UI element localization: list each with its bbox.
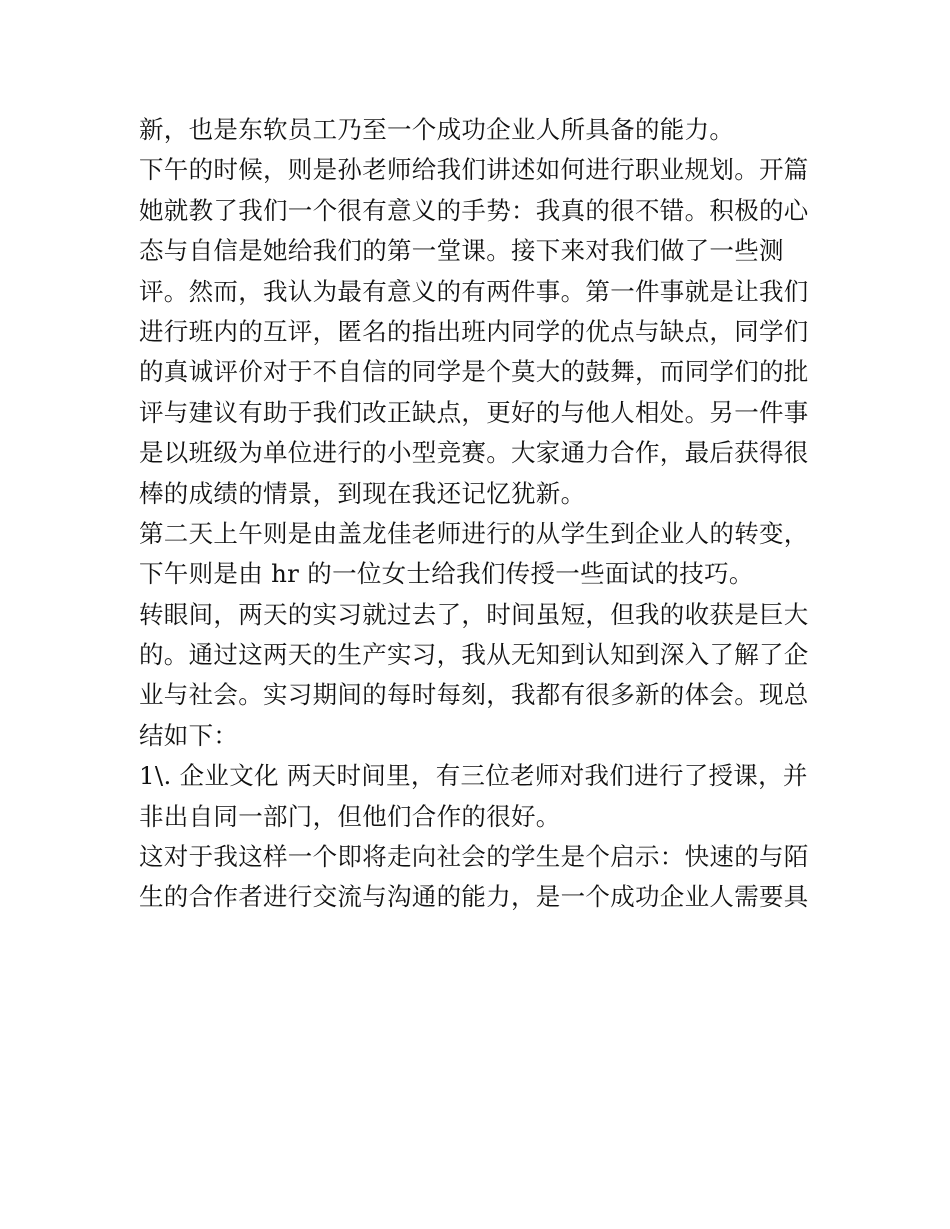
text-line: 新，也是东软员工乃至一个成功企业人所具备的能力。 xyxy=(139,115,735,144)
body-text xyxy=(139,110,815,918)
text-line: 进行班内的互评，匿名的指出班内同学的优点与缺点，同学们 xyxy=(139,316,809,346)
text-line: 1\. 企业文化 两天时间里，有三位老师对我们进行了授课，并 xyxy=(139,761,808,791)
text-line: 下午则是由 hr 的一位女士给我们传授一些面试的技巧。 xyxy=(139,559,754,589)
text-line: 下午的时候，则是孙老师给我们讲述如何进行职业规划。开篇 xyxy=(139,155,809,185)
text-line: 结如下： xyxy=(139,720,239,750)
text-line: 评。然而，我认为最有意义的有两件事。第一件事就是让我们 xyxy=(139,276,809,306)
text-line: 态与自信是她给我们的第一堂课。接下来对我们做了一些测 xyxy=(139,236,784,266)
text-line: 这对于我这样一个即将走向社会的学生是个启示：快速的与陌 xyxy=(139,842,809,872)
text-line: 生的合作者进行交流与沟通的能力，是一个成功企业人需要具 xyxy=(139,882,809,912)
text-line: 的真诚评价对于不自信的同学是个莫大的鼓舞，而同学们的批 xyxy=(139,357,809,387)
text-line: 棒的成绩的情景，到现在我还记忆犹新。 xyxy=(139,478,586,508)
text-line: 是以班级为单位进行的小型竞赛。大家通力合作，最后获得很 xyxy=(139,438,809,468)
text-line: 非出自同一部门，但他们合作的很好。 xyxy=(139,801,561,831)
text-line: 评与建议有助于我们改正缺点，更好的与他人相处。另一件事 xyxy=(139,397,809,427)
text-line: 的。通过这两天的生产实习，我从无知到认知到深入了解了企 xyxy=(139,640,809,670)
text-line: 她就教了我们一个很有意义的手势：我真的很不错。积极的心 xyxy=(139,195,809,225)
text-line: 第二天上午则是由盖龙佳老师进行的从学生到企业人的转变， xyxy=(139,518,809,548)
text-line: 业与社会。实习期间的每时每刻，我都有很多新的体会。现总 xyxy=(139,680,809,710)
text-line: 转眼间，两天的实习就过去了，时间虽短，但我的收获是巨大 xyxy=(139,599,809,629)
